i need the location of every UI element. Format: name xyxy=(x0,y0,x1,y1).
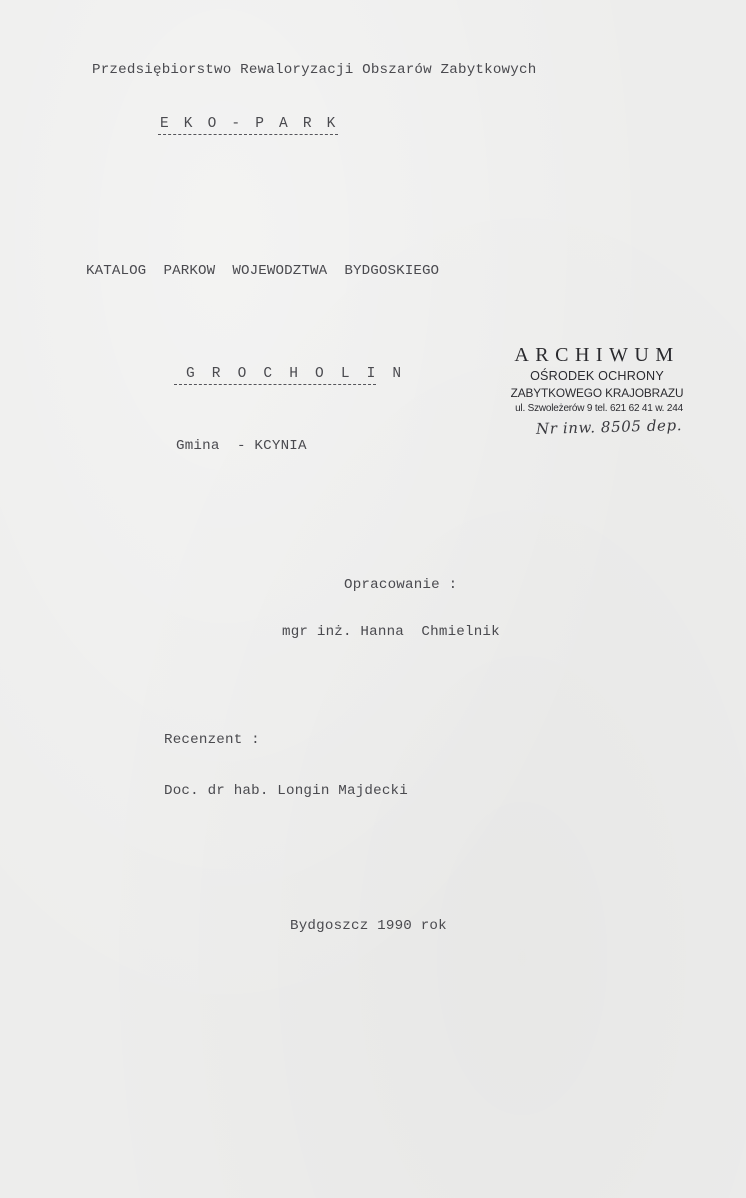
company-name: E K O - P A R K xyxy=(160,116,339,132)
prepared-by-label: Opracowanie : xyxy=(344,577,458,593)
reviewer-name: Doc. dr hab. Longin Majdecki xyxy=(164,783,408,799)
inventory-number-handwritten: Nr inw. 8505 dep. xyxy=(535,416,683,438)
archive-stamp xyxy=(490,344,704,422)
stamp-title: ARCHIWUM xyxy=(514,344,680,366)
prepared-by-name: mgr inż. Hanna Chmielnik xyxy=(282,624,500,640)
catalog-title: KATALOG PARKOW WOJEWODZTWA BYDGOSKIEGO xyxy=(86,263,440,279)
stamp-line-3: ul. Szwoleżerów 9 tel. 621 62 41 w. 244 xyxy=(515,403,683,414)
park-name-underline xyxy=(174,384,376,385)
park-name: G R O C H O L I N xyxy=(186,366,406,382)
stamp-line-2: ZABYTKOWEGO KRAJOBRAZU xyxy=(510,386,684,400)
place-and-year: Bydgoszcz 1990 rok xyxy=(290,918,447,934)
municipality: Gmina - KCYNIA xyxy=(176,438,307,454)
stamp-line-1: OŚRODEK OCHRONY xyxy=(530,369,664,383)
organization-name: Przedsiębiorstwo Rewaloryzacji Obszarów Zabytkowych xyxy=(92,62,537,78)
company-underline xyxy=(158,134,338,135)
reviewer-label: Recenzent : xyxy=(164,732,260,748)
